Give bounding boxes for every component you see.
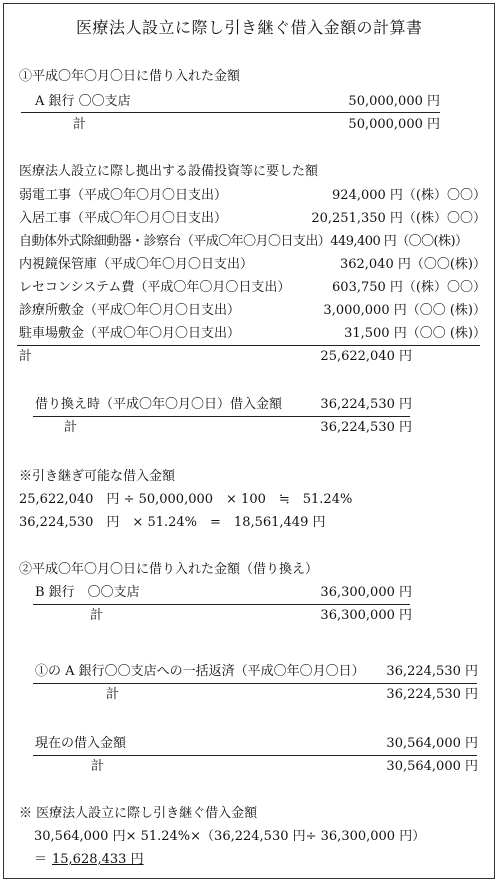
loan1-bank: A 銀行 〇〇支店 [35,94,131,109]
rule [33,604,410,605]
capital-total-amount: 25,622,040 円 [320,349,412,364]
loan2-total-label: 計 [90,608,104,623]
refinance-total-amount: 36,224,530 円 [320,420,412,435]
capital-item-name: 弱電工事（平成〇年〇月〇日支出） [19,188,228,203]
loan2-bank-amount: 36,300,000 円 [320,585,412,600]
result-equals: ＝ [34,852,48,867]
result-formula: 30,564,000 円× 51.24%×（36,224,530 円÷ 36,300,000 円） [34,829,426,844]
repayment-total-amount: 36,224,530 円 [386,687,478,702]
result-heading: ※ 医療法人設立に際し引き継ぐ借入金額 [19,806,258,821]
current-total-label: 計 [91,759,105,774]
loan1-total-amount: 50,000,000 円 [348,117,440,132]
rule [33,755,477,756]
refinance-label: 借り換え時（平成〇年〇月〇日）借入金額 [35,397,283,412]
loan1-heading: ①平成〇年〇月〇日に借り入れた金額 [19,69,241,84]
capital-heading: 医療法人設立に際し拠出する設備投資等に要した額 [19,164,319,179]
rule [17,345,480,346]
rule [21,112,440,113]
capital-item-name: レセコンシステム費（平成〇年〇月〇日支出） [19,280,291,295]
capital-item-amount: 362,040 円（〇〇(株)） [339,257,486,272]
capital-item-amount: 20,251,350 円（(株）〇〇） [311,211,486,226]
document-title: 医療法人設立に際し引き継ぐ借入金額の計算書 [76,18,423,37]
capital-item-name: 自動体外式除細動器・診察台（平成〇年〇月〇日支出）449,400 円（〇〇(株)） [19,234,468,249]
loan1-total-label: 計 [73,117,87,132]
capital-item-name: 内視鏡保管庫（平成〇年〇月〇日支出） [19,257,254,272]
ratio-line-2: 36,224,530 円 × 51.24% = 18,561,449 円 [19,515,326,530]
result-answer: 15,628,433 円 [52,852,144,867]
capital-item-amount: 3,000,000 円（〇〇 (株)） [323,303,486,318]
loan1-bank-amount: 50,000,000 円 [348,94,440,109]
loan2-total-amount: 36,300,000 円 [320,608,412,623]
current-total-amount: 30,564,000 円 [386,759,478,774]
capital-item-amount: 924,000 円（(株）〇〇） [332,188,486,203]
capital-item-name: 入居工事（平成〇年〇月〇日支出） [19,211,228,226]
current-label: 現在の借入金額 [35,736,127,751]
loan2-bank: B 銀行 〇〇支店 [35,585,140,600]
loan2-heading: ②平成〇年〇月〇日に借り入れた金額（借り換え） [19,562,319,577]
repayment-amount: 36,224,530 円 [386,664,478,679]
rule [33,416,410,417]
rule [33,683,477,684]
capital-item-amount: 31,500 円（〇〇 (株)） [344,326,486,341]
ratio-heading: ※引き継ぎ可能な借入金額 [19,469,176,484]
capital-item-amount: 603,750 円（(株）〇〇） [332,280,486,295]
refinance-total-label: 計 [64,420,78,435]
repayment-label: ①の A 銀行〇〇支店への一括返済（平成〇年〇月〇日） [35,664,365,679]
ratio-line-1: 25,622,040 円 ÷ 50,000,000 × 100 ≒ 51.24% [19,492,353,507]
capital-item-name: 診療所敷金（平成〇年〇月〇日支出） [19,303,241,318]
current-amount: 30,564,000 円 [386,736,478,751]
capital-total-label: 計 [19,349,33,364]
repayment-total-label: 計 [106,687,120,702]
refinance-amount: 36,224,530 円 [320,397,412,412]
capital-item-name: 駐車場敷金（平成〇年〇月〇日支出） [19,326,241,341]
